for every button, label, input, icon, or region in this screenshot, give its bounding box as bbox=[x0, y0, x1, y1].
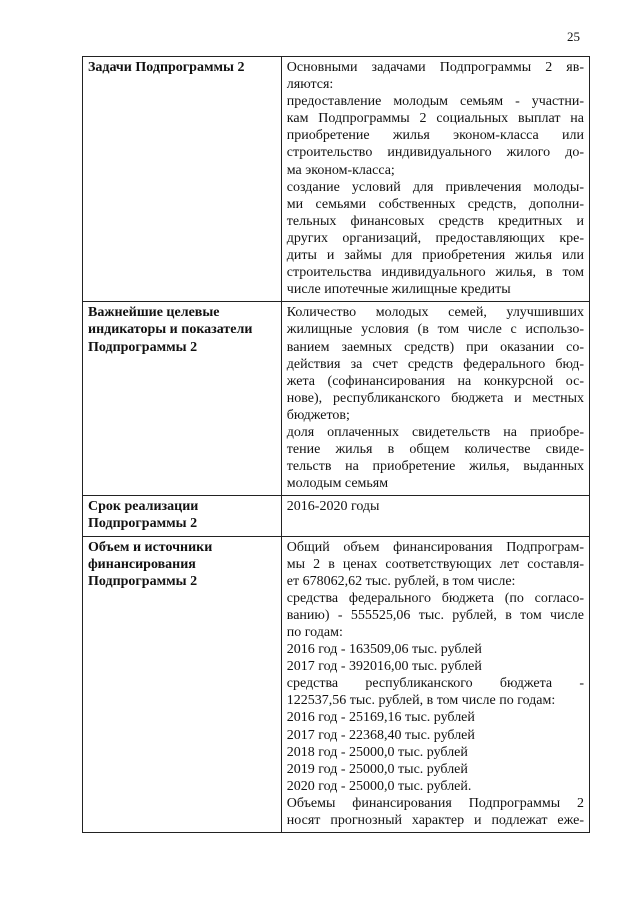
row-content-line: ванию) - 555525,06 тыс. рублей, в том числе bbox=[286, 607, 584, 623]
row-content-line: 2017 год - 22368,40 тыс. рублей bbox=[286, 727, 475, 743]
row-content-line: Объемы финансирования Подпрограммы 2 bbox=[286, 795, 584, 811]
row-label-line: финансирования bbox=[88, 556, 196, 572]
row-content-cell bbox=[281, 302, 589, 496]
row-content-line: Основными задачами Подпрограммы 2 яв- bbox=[286, 60, 584, 75]
row-content-line: строительства индивидуального жилья, в том bbox=[286, 265, 584, 281]
row-content-line: ванием заемных средств) при оказании со- bbox=[286, 339, 584, 355]
row-content-cell bbox=[281, 496, 589, 536]
row-label-line: Подпрограммы 2 bbox=[88, 339, 198, 355]
table-row bbox=[83, 536, 590, 833]
row-label-line: Подпрограммы 2 bbox=[88, 573, 198, 589]
row-content-line: 2017 год - 392016,00 тыс. рублей bbox=[286, 659, 482, 675]
row-label-cell bbox=[83, 302, 282, 496]
row-content-line: средства республиканского бюджета - bbox=[286, 676, 584, 692]
row-label-line: Срок реализации bbox=[88, 499, 199, 515]
row-content-line: жилищные условия (в том числе с использо- bbox=[286, 322, 584, 338]
row-content-line: бюджетов; bbox=[286, 407, 350, 423]
row-content-line: 2019 год - 25000,0 тыс. рублей bbox=[286, 761, 468, 777]
row-content-line: 122537,56 тыс. рублей, в том числе по годам: bbox=[286, 693, 556, 709]
row-content-line: строительство индивидуального жилого до- bbox=[286, 145, 584, 161]
row-label-cell bbox=[83, 496, 282, 536]
row-content-line: числе ипотечные жилищные кредиты bbox=[286, 282, 511, 298]
table-row bbox=[83, 496, 590, 536]
row-content-line: приобретение жилья эконом-класса или bbox=[286, 128, 584, 144]
row-content-line: средства федерального бюджета (по согласо- bbox=[286, 590, 584, 606]
row-content-line: носят прогнозный характер и подлежат еже- bbox=[286, 813, 584, 829]
row-content-line: тение жилья в общем количестве свиде- bbox=[286, 442, 584, 458]
subprogram-passport-table bbox=[82, 56, 590, 833]
page-number: 25 bbox=[567, 29, 580, 44]
row-content-cell bbox=[281, 57, 589, 302]
row-content-line: других организаций, предоставляющих кре- bbox=[286, 230, 584, 246]
row-label-cell bbox=[83, 57, 282, 302]
row-label-line: Важнейшие целевые bbox=[88, 305, 220, 321]
row-content-line: тельств на приобретение жилья, выданных bbox=[286, 459, 584, 475]
row-content-line: 2020 год - 25000,0 тыс. рублей. bbox=[286, 778, 472, 794]
row-content-line: кам Подпрограммы 2 социальных выплат на bbox=[286, 111, 584, 127]
row-content-line: 2016-2020 годы bbox=[286, 499, 380, 515]
row-label-line: индикаторы и показатели bbox=[88, 322, 253, 338]
row-content-line: 2018 год - 25000,0 тыс. рублей bbox=[286, 744, 468, 760]
row-label-line: Подпрограммы 2 bbox=[88, 516, 198, 532]
row-content-line: по годам: bbox=[286, 625, 343, 640]
row-content-line: Количество молодых семей, улучшивших bbox=[286, 305, 584, 321]
row-content-line: диты и займы для приобретения жилья или bbox=[286, 248, 584, 264]
row-content-line: 2016 год - 163509,06 тыс. рублей bbox=[286, 642, 482, 658]
row-content-line: ет 678062,62 тыс. рублей, в том числе: bbox=[286, 573, 516, 589]
row-content-line bbox=[287, 515, 584, 532]
row-content-line: 2016 год - 25169,16 тыс. рублей bbox=[286, 710, 475, 726]
row-label-cell bbox=[83, 536, 282, 833]
table-row bbox=[83, 57, 590, 302]
row-content-line: тельных финансовых средств кредитных и bbox=[286, 213, 584, 229]
row-content-line: ляются: bbox=[286, 77, 334, 93]
row-content-cell bbox=[281, 536, 589, 833]
row-content-line: действия за счет средств федерального бюд- bbox=[286, 356, 584, 372]
row-content-line: предоставление молодым семьям - участни- bbox=[286, 94, 584, 110]
passport-table-body bbox=[83, 57, 590, 833]
row-content-line: ми семьями собственных средств, дополни- bbox=[286, 196, 584, 212]
row-content-line: мы 2 в ценах соответствующих лет составля- bbox=[286, 556, 584, 572]
row-label-line: Объем и источники bbox=[88, 539, 213, 555]
row-content-line: нове), республиканского бюджета и местных bbox=[286, 390, 584, 406]
row-content-line: Общий объем финансирования Подпрограм- bbox=[286, 539, 584, 555]
row-content-line: доля оплаченных свидетельств на приобре- bbox=[286, 424, 584, 440]
row-content-line: жета (софинансирования на конкурсной ос- bbox=[286, 373, 584, 389]
row-label-line: Задачи Подпрограммы 2 bbox=[88, 60, 245, 75]
row-content-line: создание условий для привлечения молоды- bbox=[286, 179, 584, 195]
row-content-line: молодым семьям bbox=[286, 476, 389, 492]
row-content-line: ма эконом-класса; bbox=[286, 162, 395, 178]
table-row bbox=[83, 302, 590, 496]
